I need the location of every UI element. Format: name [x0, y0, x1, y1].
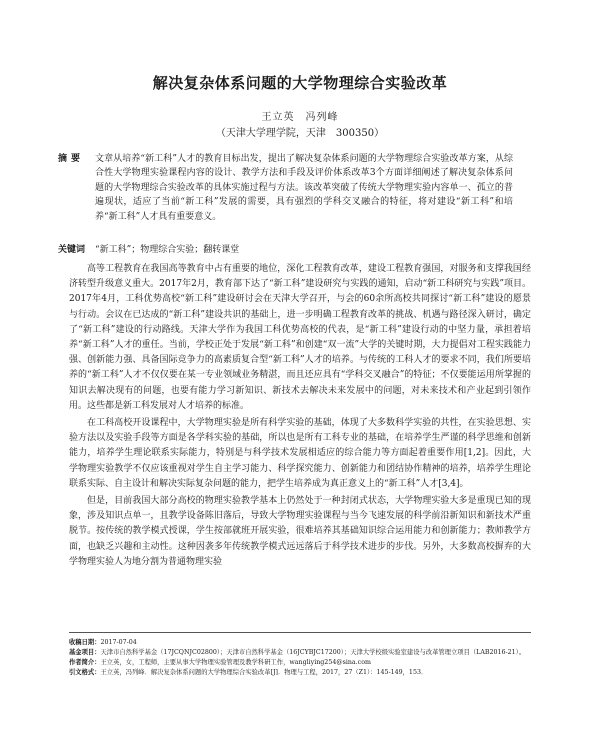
author-affiliation: （天津大学理学院，天津 300350） — [215, 128, 385, 139]
abstract-label: 摘要 — [58, 154, 85, 164]
footnote-divider — [69, 632, 531, 633]
keywords-label: 关键词 — [58, 245, 86, 255]
footnote-label: 基金项目： — [69, 649, 101, 656]
body-text — [69, 262, 531, 572]
footnote-received — [69, 638, 531, 648]
body-paragraph-1: 高等工程教育在我国高等教育中占有重要的地位，深化工程教育改革，建设工程教育强国，对服务和支撑我国经济转型升级意义重大。2017年2月，教育部下达了“新工科”建设研究与实践的通知，启动“新工科研究与实践”项目。2017年4月，工科优势高校“新工科”建设研讨会在天津大学召开，与会的60余所高校共同探讨“新工科”建设的愿景与行动。会议在已达成的“新工科”建设共识的基础上，进一步明确工程教育改革的挑战、机遇与路径深入研讨，确定了“新工科”建设的行动路线。天津大学作为我国工科优势高校的代表，是“新工科”建设行动的中坚力量，承担着培养“新工科”人才的重任。当前，学校正处于发展“新工科”和创建“双一流”大学的关键时期，大力提倡对工程实践能力强、创新能力强、具备国际竞争力的高素质复合型“新工科”人才的培养。与传统的工科人才的要求不同，我们所要培养的“新工科”人才不仅仅要在某一专业领域业务精湛，而且还应具有“学科交叉融合”的特征；不仅要能运用所掌握的知识去解决现有的问题，也要有能力学习新知识、新技术去解决未来发展中的问题，对未来技术和产业起到引领作用。这些都是新工科发展对人才培养的标准。 — [69, 264, 531, 411]
footnote-text: 王立英，冯列峰．解决复杂体系问题的大学物理综合实验改革[J]．物理与工程，2017，27（Z1）：145-149，153． — [100, 669, 428, 676]
footnote-text: 天津市自然科学基金（17JCQNJC02800）；天津市自然科学基金（16JCYBJC17200）；天津大学校级实验室建设与改革管理立项目（LAB2016-21）。 — [100, 649, 526, 656]
abstract-text: 文章从培养“新工科”人才的教育目标出发，提出了解决复杂体系问题的大学物理综合实验改革方案，从综合性大学物理实验课程内容的设计、教学方法和手段及评价体系改革3个方面详细阐述了解决复杂体系问题的大学物理综合实验改革的具体实施过程与方法。该改革突破了传统大学物理实验内容单一、孤立的普遍现状，适应了当前“新工科”发展的需要，具有强烈的学科交叉融合的特征，将对建设“新工科”和培养“新工科”人才具有重要意义。 — [95, 154, 513, 222]
footnote-funding — [69, 648, 531, 658]
body-paragraph-2: 在工科高校开设课程中，大学物理实验是所有科学实验的基础，体现了大多数科学实验的共性，在实验思想、实验方法以及实验手段等方面是各学科实验的基础，所以也是所有工科专业的基础，在培养学生严谨的科学思维和创新能力，培养学生理论联系实际能力，特别是与科学技术发展相适应的综合能力等方面起着重要作用[1,2]。因此，大学物理实验教学不仅应该重视对学生自主学习能力、科学探究能力、创新能力和团结协作精神的培养，培养学生理论联系实际、自主设计和解决实际复杂问题的能力，把学生培养成为真正意义上的“新工科”人才[3,4]。 — [69, 418, 531, 489]
footnote-text: 王立英，女，工程师，主要从事大学物理实验管理及教学科研工作，wangliying254@sina.com — [100, 659, 371, 666]
footnote-citation — [69, 668, 531, 678]
footnote-label: 引文格式： — [69, 669, 101, 676]
abstract-section — [58, 152, 513, 224]
keywords-section — [58, 243, 513, 257]
paper-title: 解决复杂体系问题的大学物理综合实验改革 — [152, 74, 448, 92]
footnotes — [69, 638, 531, 678]
footnote-label: 收稿日期： — [69, 639, 101, 646]
footnote-author-bio — [69, 658, 531, 668]
footnote-text: 2017-07-04 — [100, 639, 137, 646]
author-list: 王立英 冯列峰 — [261, 112, 339, 123]
footnote-label: 作者简介： — [69, 659, 101, 666]
keywords-text: “新工科”；物理综合实验；翻转课堂 — [95, 245, 240, 255]
body-paragraph-3: 但是，目前我国大部分高校的物理实验教学基本上仍然处于一种封闭式状态，大学物理实验大多是重现已知的现象，涉及知识点单一，且教学设备陈旧落后，导致大学物理实验课程与当今飞速发展的科学前沿新知识和新技术严重脱节。按传统的教学模式授课，学生按部就班开展实验，很难培养其基础知识综合运用能力和创新能力；教师教学方面，也缺乏兴趣和主动性。这种因袭多年传统教学模式远远落后于科学技术进步的步伐。另外，大多数高校摒弃的大学物理实验人为地分割为普通物理实验 — [69, 496, 531, 567]
